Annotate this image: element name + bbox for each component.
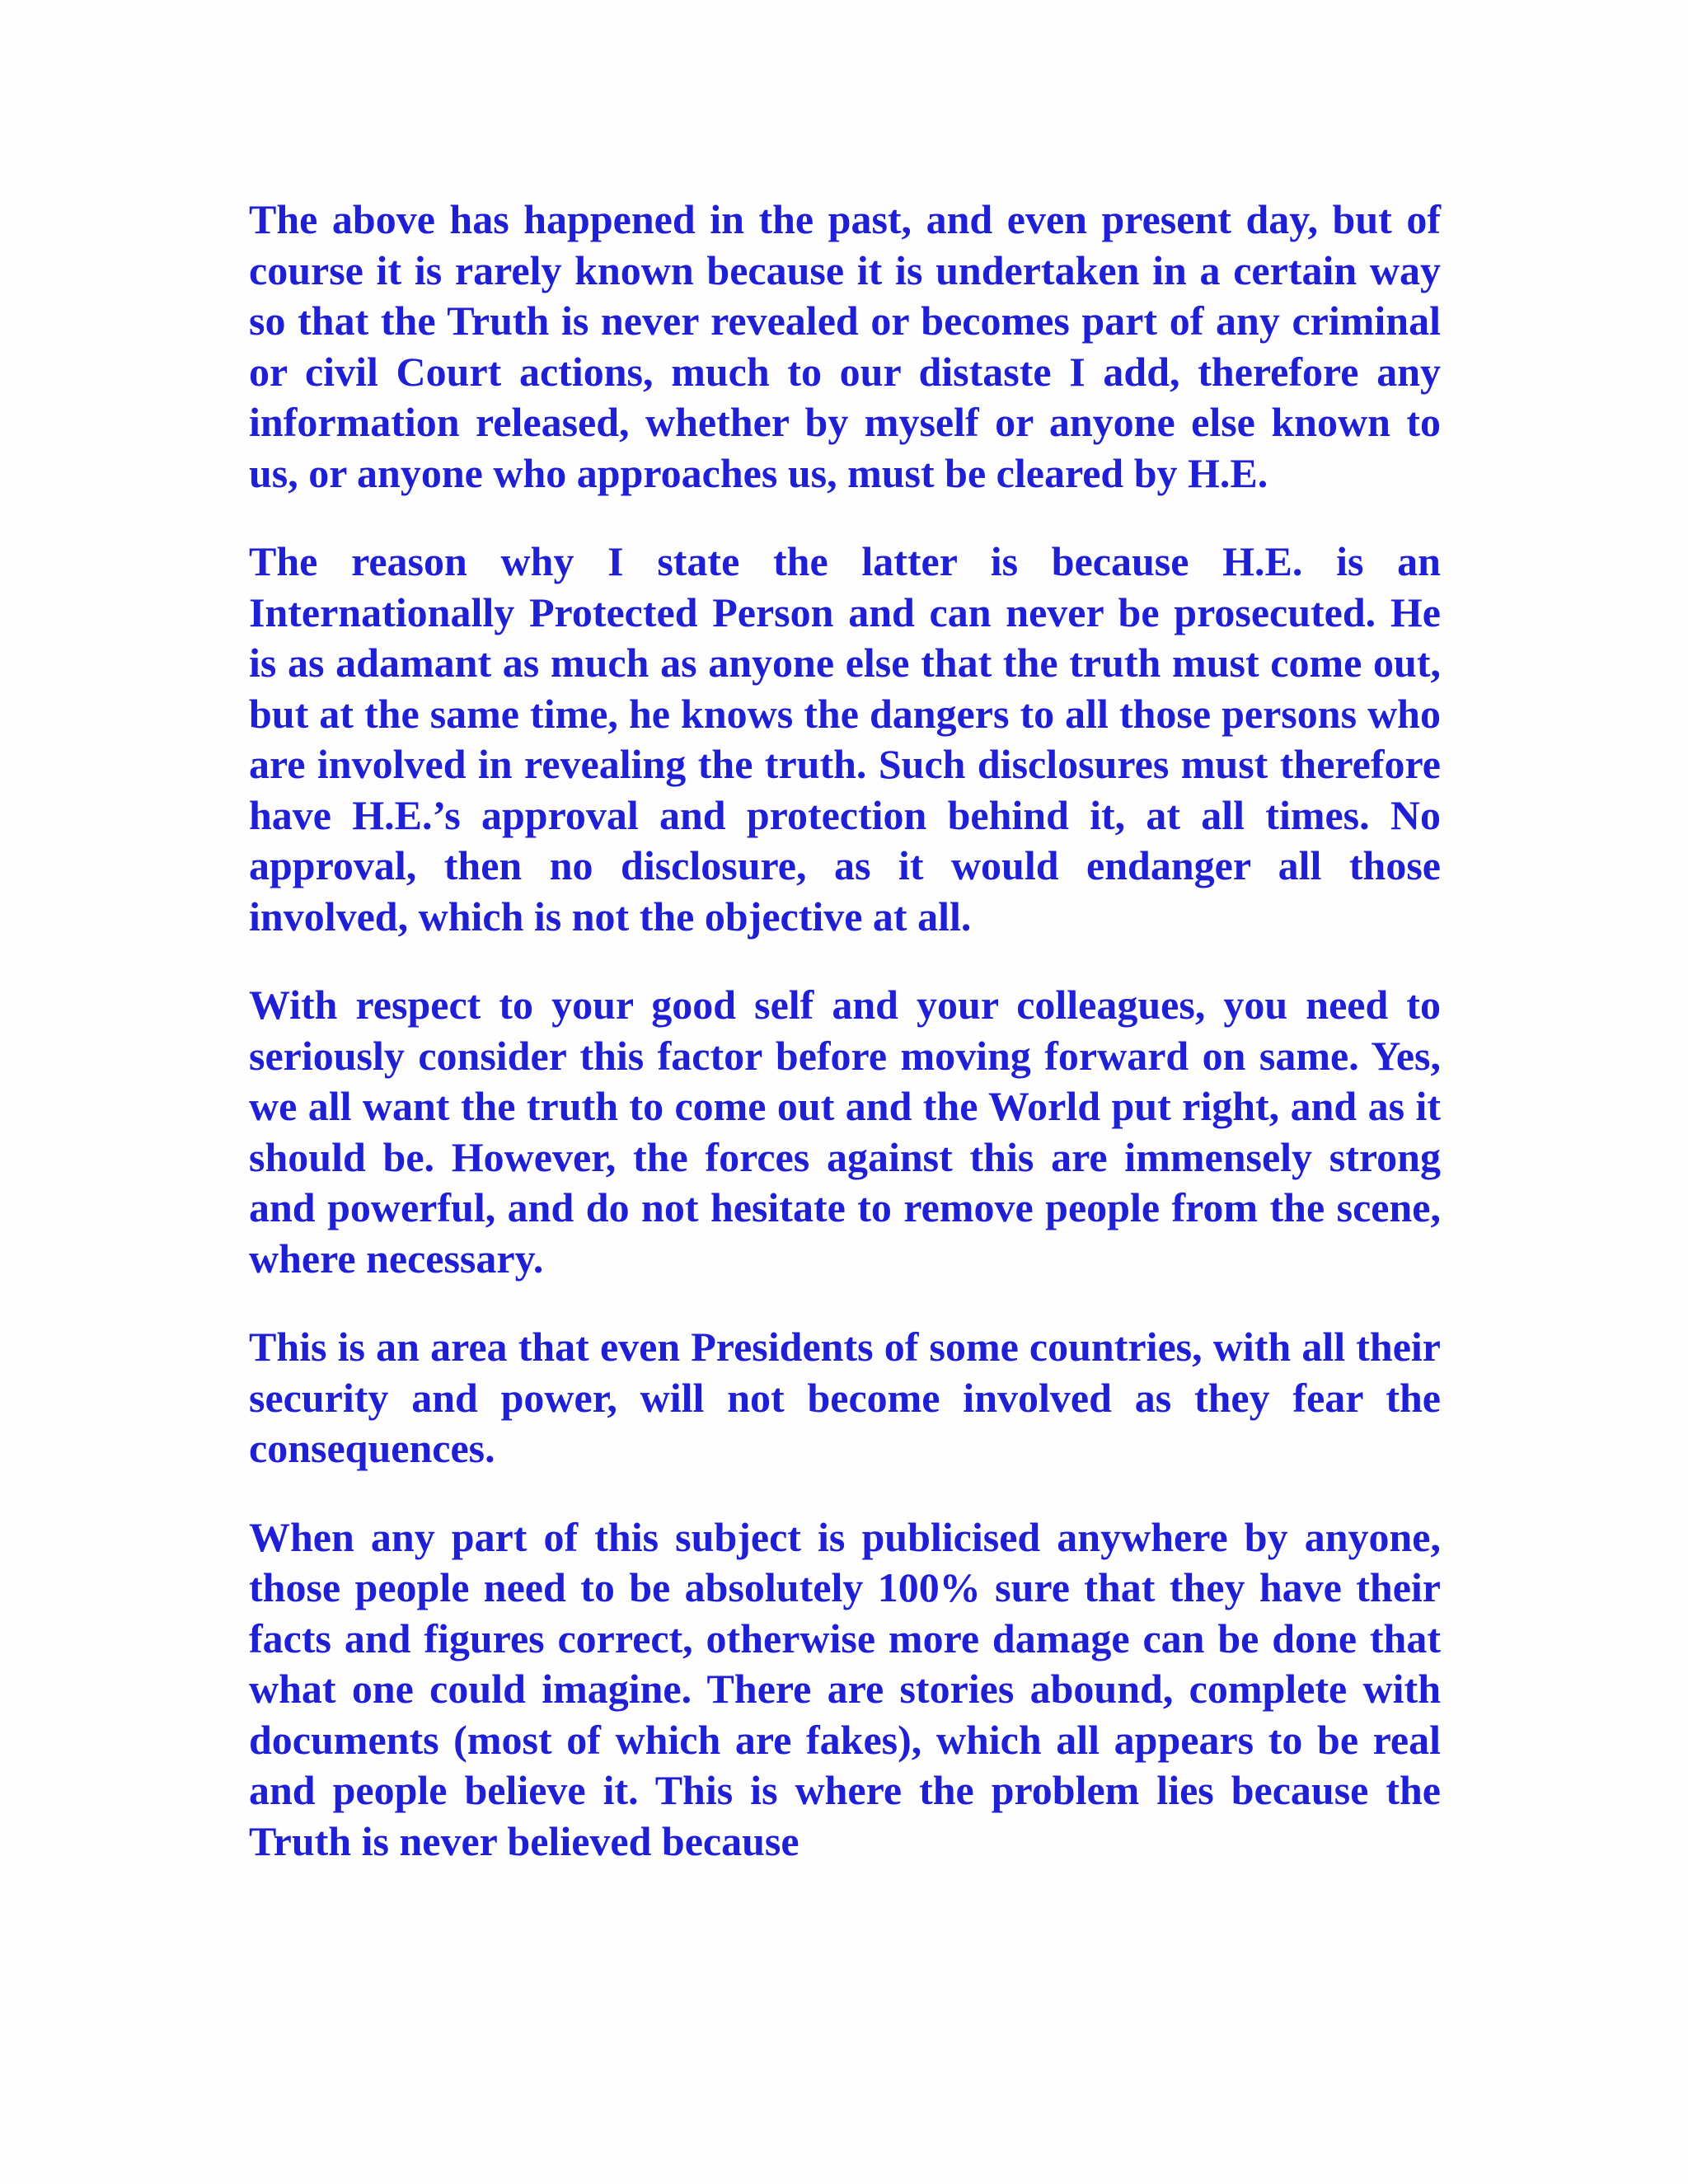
paragraph-3: With respect to your good self and your colleagues, you need to seriously consider this factor before moving forward on same. Yes, we all want the truth to come out and the World put right, and as it should be. However, the forces against this are immensely strong and powerful, and do not hesitate to remove people from the scene, where necessary.: [249, 982, 1441, 1282]
paragraph-1: The above has happened in the past, and even present day, but of course it is rarely known because it is undertaken in a certain way so that the Truth is never revealed or becomes part of any criminal or civil Court actions, much to our distaste I add, therefore any information released, whether by myself or anyone else known to us, or anyone who approaches us, must be cleared by H.E.: [249, 196, 1441, 496]
document-body: [249, 194, 1441, 1867]
paragraph-2: The reason why I state the latter is because H.E. is an Internationally Protected Person and can never be prosecuted. He is as adamant as much as anyone else that the truth must come out, but at the same time, he knows the dangers to all those persons who are involved in revealing the truth. Such disclosures must therefore have H.E.’s approval and protection behind it, at all times. No approval, then no disclosure, as it would endanger all those involved, which is not the objective at all.: [249, 538, 1441, 940]
paragraph-5: When any part of this subject is publicised anywhere by anyone, those people need to be absolutely 100% sure that they have their facts and figures correct, otherwise more damage can be done that what one could imagine. There are stories abound, complete with documents (most of which are fakes), which all appears to be real and people believe it. This is where the problem lies because the Truth is never believed because: [249, 1513, 1441, 1864]
paragraph-4: This is an area that even Presidents of some countries, with all their security and power, will not become involved as they fear the consequences.: [249, 1324, 1441, 1471]
